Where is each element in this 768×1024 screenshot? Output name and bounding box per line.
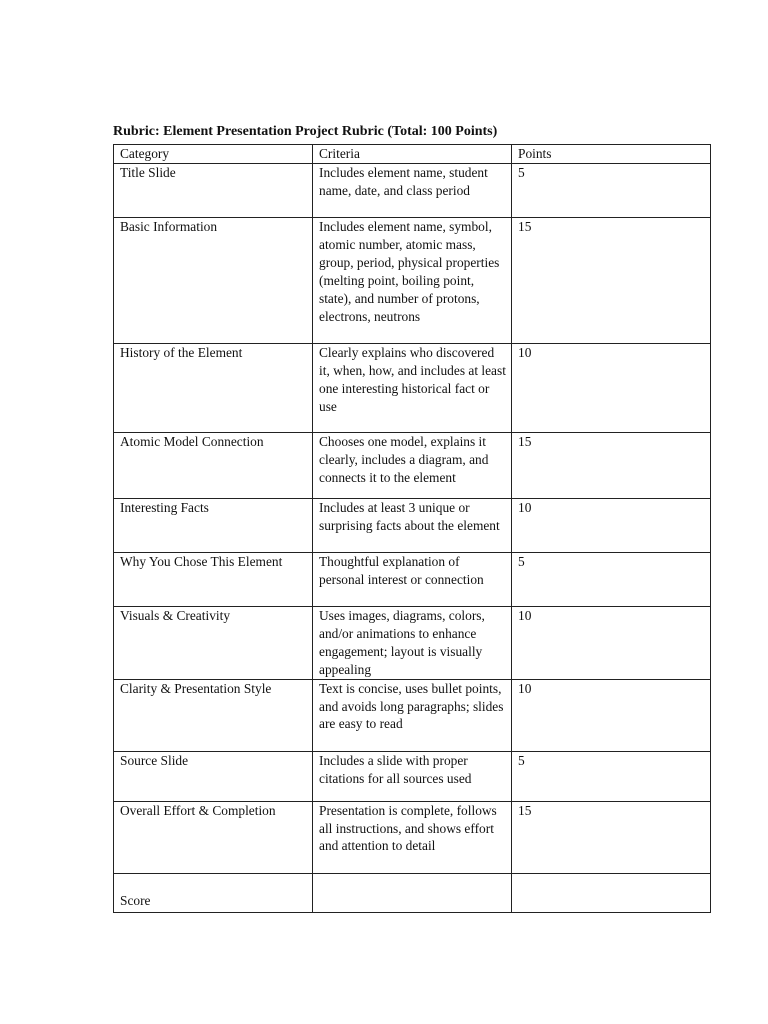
table-row bbox=[114, 499, 711, 553]
row-points: 10 bbox=[512, 679, 711, 751]
row-criteria: Includes element name, symbol, atomic number, atomic mass, group, period, physical properties (melting point, boiling point, state), and number of protons, electrons, neutrons bbox=[313, 218, 512, 344]
table-row bbox=[114, 164, 711, 218]
table-row bbox=[114, 218, 711, 344]
row-criteria: Clearly explains who discovered it, when, how, and includes at least one interesting historical fact or use bbox=[313, 344, 512, 433]
score-points-cell[interactable] bbox=[512, 873, 711, 912]
row-points: 5 bbox=[512, 164, 711, 218]
row-criteria: Uses images, diagrams, colors, and/or animations to enhance engagement; layout is visually appealing bbox=[313, 607, 512, 680]
rubric-table bbox=[113, 144, 711, 913]
table-row bbox=[114, 553, 711, 607]
row-criteria: Presentation is complete, follows all instructions, and shows effort and attention to detail bbox=[313, 801, 512, 873]
row-points: 15 bbox=[512, 433, 711, 499]
row-category: Interesting Facts bbox=[114, 499, 313, 553]
row-category: Clarity & Presentation Style bbox=[114, 679, 313, 751]
row-criteria: Text is concise, uses bullet points, and avoids long paragraphs; slides are easy to read bbox=[313, 679, 512, 751]
row-points: 15 bbox=[512, 801, 711, 873]
row-category: Why You Chose This Element bbox=[114, 553, 313, 607]
header-category: Category bbox=[114, 145, 313, 164]
score-label: Score bbox=[114, 873, 313, 912]
row-category: Source Slide bbox=[114, 751, 313, 801]
header-criteria: Criteria bbox=[313, 145, 512, 164]
row-criteria: Includes at least 3 unique or surprising facts about the element bbox=[313, 499, 512, 553]
row-criteria: Includes element name, student name, date, and class period bbox=[313, 164, 512, 218]
row-category: Title Slide bbox=[114, 164, 313, 218]
row-category: Visuals & Creativity bbox=[114, 607, 313, 680]
row-points: 10 bbox=[512, 607, 711, 680]
score-row bbox=[114, 873, 711, 912]
header-row bbox=[114, 145, 711, 164]
row-criteria: Chooses one model, explains it clearly, includes a diagram, and connects it to the element bbox=[313, 433, 512, 499]
table-row bbox=[114, 679, 711, 751]
row-points: 15 bbox=[512, 218, 711, 344]
table-row bbox=[114, 433, 711, 499]
row-category: Atomic Model Connection bbox=[114, 433, 313, 499]
score-criteria-cell[interactable] bbox=[313, 873, 512, 912]
table-row bbox=[114, 607, 711, 680]
row-category: History of the Element bbox=[114, 344, 313, 433]
row-criteria: Thoughtful explanation of personal interest or connection bbox=[313, 553, 512, 607]
row-category: Basic Information bbox=[114, 218, 313, 344]
row-points: 5 bbox=[512, 751, 711, 801]
table-row bbox=[114, 751, 711, 801]
rubric-title: Rubric: Element Presentation Project Rubric (Total: 100 Points) bbox=[113, 124, 498, 139]
row-category: Overall Effort & Completion bbox=[114, 801, 313, 873]
row-points: 5 bbox=[512, 553, 711, 607]
row-points: 10 bbox=[512, 344, 711, 433]
table-row bbox=[114, 344, 711, 433]
header-points: Points bbox=[512, 145, 711, 164]
row-criteria: Includes a slide with proper citations for all sources used bbox=[313, 751, 512, 801]
table-row bbox=[114, 801, 711, 873]
row-points: 10 bbox=[512, 499, 711, 553]
